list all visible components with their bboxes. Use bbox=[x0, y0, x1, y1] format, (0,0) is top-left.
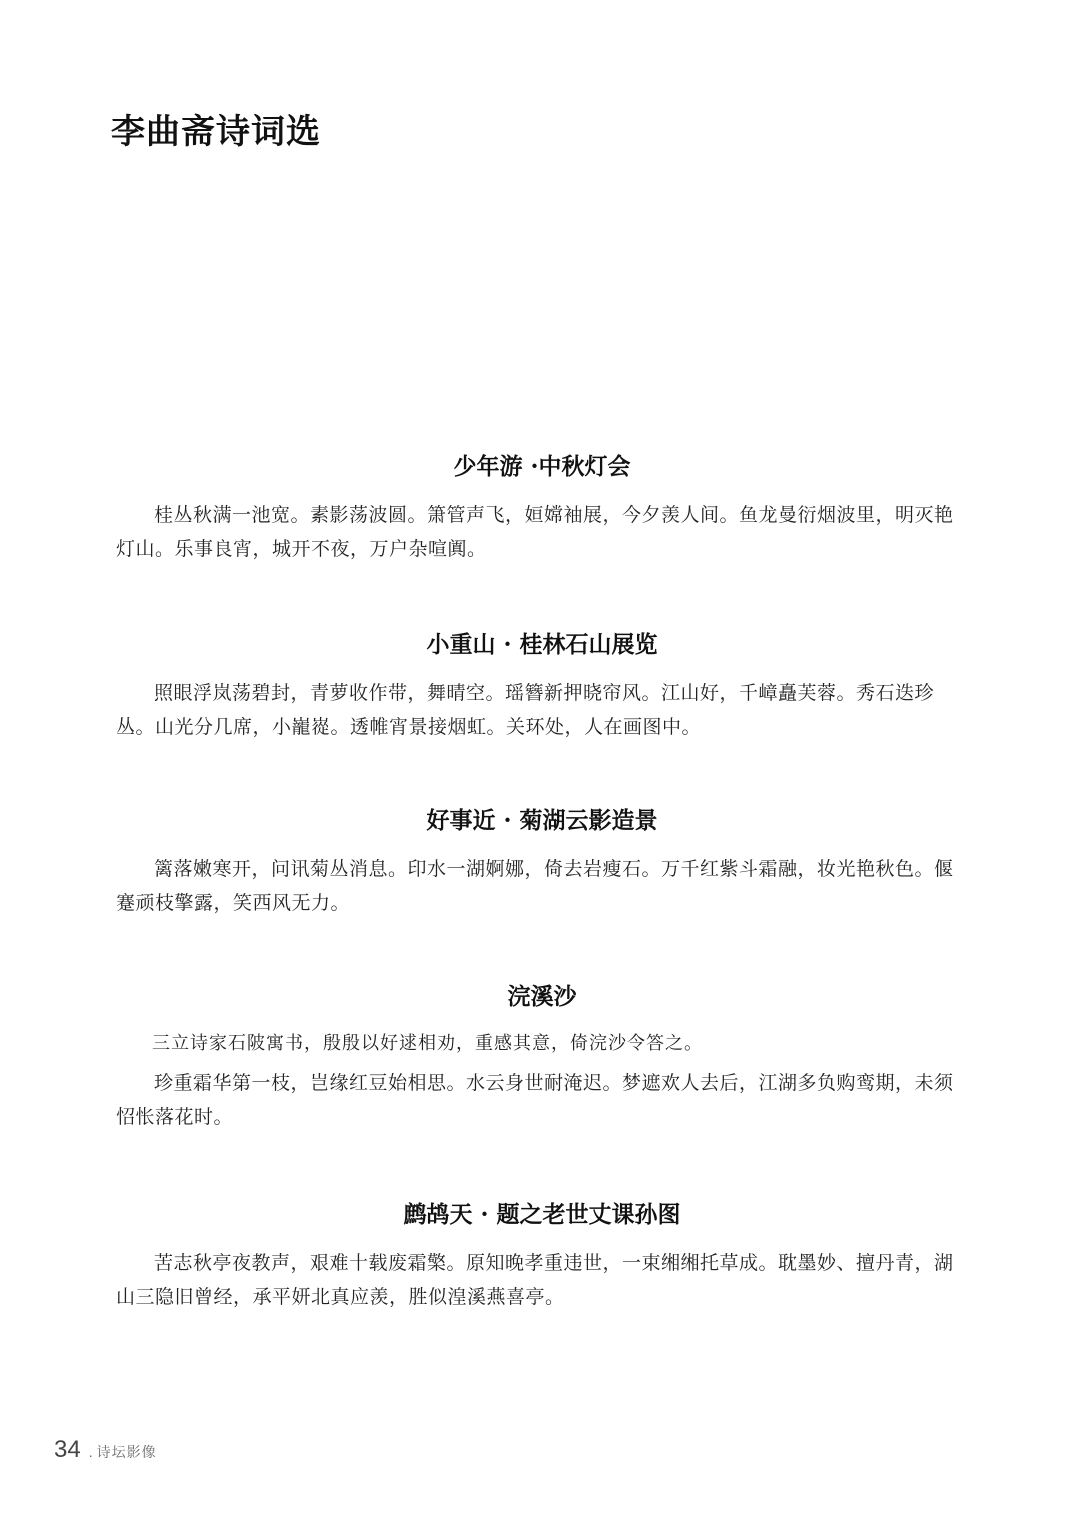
poem-text: 照眼浮岚荡碧封，青萝收作带，舞晴空。瑶簪新押晓帘风。江山好，千嶂矗芙蓉。秀石迭珍丛。山光分几席，小巃嵸。透帷宵景接烟虹。关环处，人在画图中。 bbox=[116, 682, 935, 738]
poem-title: 少年游 ·中秋灯会 bbox=[453, 453, 631, 480]
poem-preface: 三立诗家石陂寓书，殷殷以好逑相劝，重感其意，倚浣沙令答之。 bbox=[152, 1033, 703, 1054]
poem-shaonianyou bbox=[116, 452, 968, 566]
page-title: 李曲斋诗词选 bbox=[111, 112, 321, 152]
poem-text: 苦志秋亭夜教声，艰难十载废霜檠。原知晚孝重违世，一束缃缃托草成。耽墨妙、擅丹青，湖山三隐旧曾经，承平妍北真应羡，胜似湟溪燕喜亭。 bbox=[116, 1252, 954, 1308]
poem-huanxisha bbox=[116, 982, 968, 1134]
poem-haoshijin bbox=[116, 806, 968, 920]
page-number: 34 bbox=[54, 1436, 81, 1463]
poem-text: 篱落嫩寒开，问讯菊丛消息。印水一湖婀娜，倚去岩瘦石。万千红紫斗霜融，妆光艳秋色。偃蹇顽枝擎露，笑西风无力。 bbox=[116, 858, 954, 914]
page-footer bbox=[54, 1436, 157, 1464]
footer-separator: . bbox=[88, 1444, 93, 1460]
poem-zhegutian bbox=[116, 1200, 968, 1314]
poem-title: 浣溪沙 bbox=[507, 983, 577, 1010]
poem-text: 珍重霜华第一枝，岂缘红豆始相思。水云身世耐淹迟。梦遮欢人去后，江湖多负购鸾期，未须怊怅落花时。 bbox=[116, 1072, 954, 1128]
poem-text: 桂丛秋满一池宽。素影荡波圆。箫管声飞，姮嫦袖展，今夕羡人间。鱼龙曼衍烟波里，明灭艳灯山。乐事良宵，城开不夜，万户杂喧阗。 bbox=[116, 504, 954, 560]
poem-xiaochongshan bbox=[116, 630, 968, 744]
poem-title: 小重山 · 桂林石山展览 bbox=[426, 631, 658, 658]
poem-title: 好事近 · 菊湖云影造景 bbox=[426, 807, 658, 834]
section-label: 诗坛影像 bbox=[96, 1444, 157, 1460]
poem-title: 鹧鸪天 · 题之老世丈课孙图 bbox=[403, 1201, 681, 1228]
